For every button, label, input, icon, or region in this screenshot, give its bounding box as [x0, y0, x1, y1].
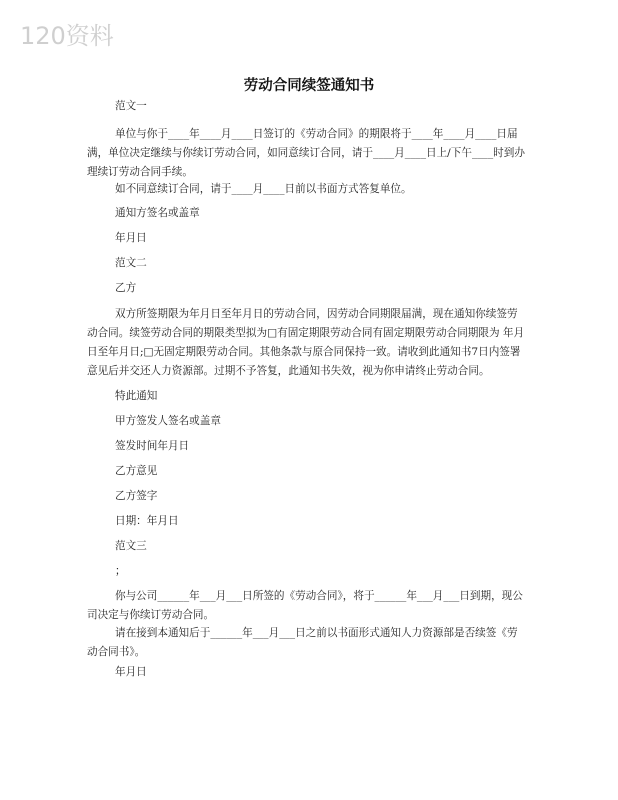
paragraph: 甲方签发人签名或盖章 — [115, 415, 221, 427]
paragraph-heading-3: 范文三 — [115, 540, 147, 552]
paragraph: 你与公司______年___月___日所签的《劳动合同》，将于______年___月___日到期，现公司决定与你续订劳动合同。 — [87, 590, 523, 621]
watermark-logo: 120资料 — [20, 22, 114, 50]
paragraph: 单位与你于____年____月____日签订的《劳动合同》的期限将于____年____月____日届满，单位决定继续与你续订劳动合同，如同意续订合同，请于____月____日上/下午____时到办理续订劳动合同手续。 — [87, 128, 525, 178]
paragraph: 年月日 — [115, 232, 147, 244]
paragraph: 乙方 — [115, 282, 137, 294]
paragraph: 签发时间年月日 — [115, 440, 190, 452]
paragraph: ； — [115, 565, 126, 577]
paragraph: 如不同意续订合同，请于____月____日前以书面方式答复单位。 — [115, 183, 412, 195]
paragraph: 年月日 — [115, 666, 147, 678]
paragraph: 乙方签字 — [115, 490, 158, 502]
paragraph: 乙方意见 — [115, 465, 158, 477]
paragraph: 通知方签名或盖章 — [115, 207, 200, 219]
paragraph: 日期：年月日 — [115, 515, 179, 527]
paragraph: 请在接到本通知后于______年___月___日之前以书面形式通知人力资源部是否续签《劳动合同书》。 — [87, 627, 518, 658]
paragraph-heading-2: 范文二 — [115, 257, 147, 269]
paragraph: 双方所签期限为年月日至年月日的劳动合同，因劳动合同期限届满，现在通知你续签劳动合同。续签劳动合同的期限类型拟为□有固定期限劳动合同有固定期限劳动合同期限为 年月日至年月日;□无固定期限劳动合同。其他条款与原合同保持一致。请收到此通知书7日内签署意见后并交还人力资源部。过期不予答复，此通知书失效，视为你申请终止劳动合同。 — [87, 308, 525, 377]
paragraph: 特此通知 — [115, 390, 158, 402]
document-title: 劳动合同续签通知书 — [243, 77, 375, 94]
paragraph-heading-1: 范文一 — [115, 100, 147, 112]
